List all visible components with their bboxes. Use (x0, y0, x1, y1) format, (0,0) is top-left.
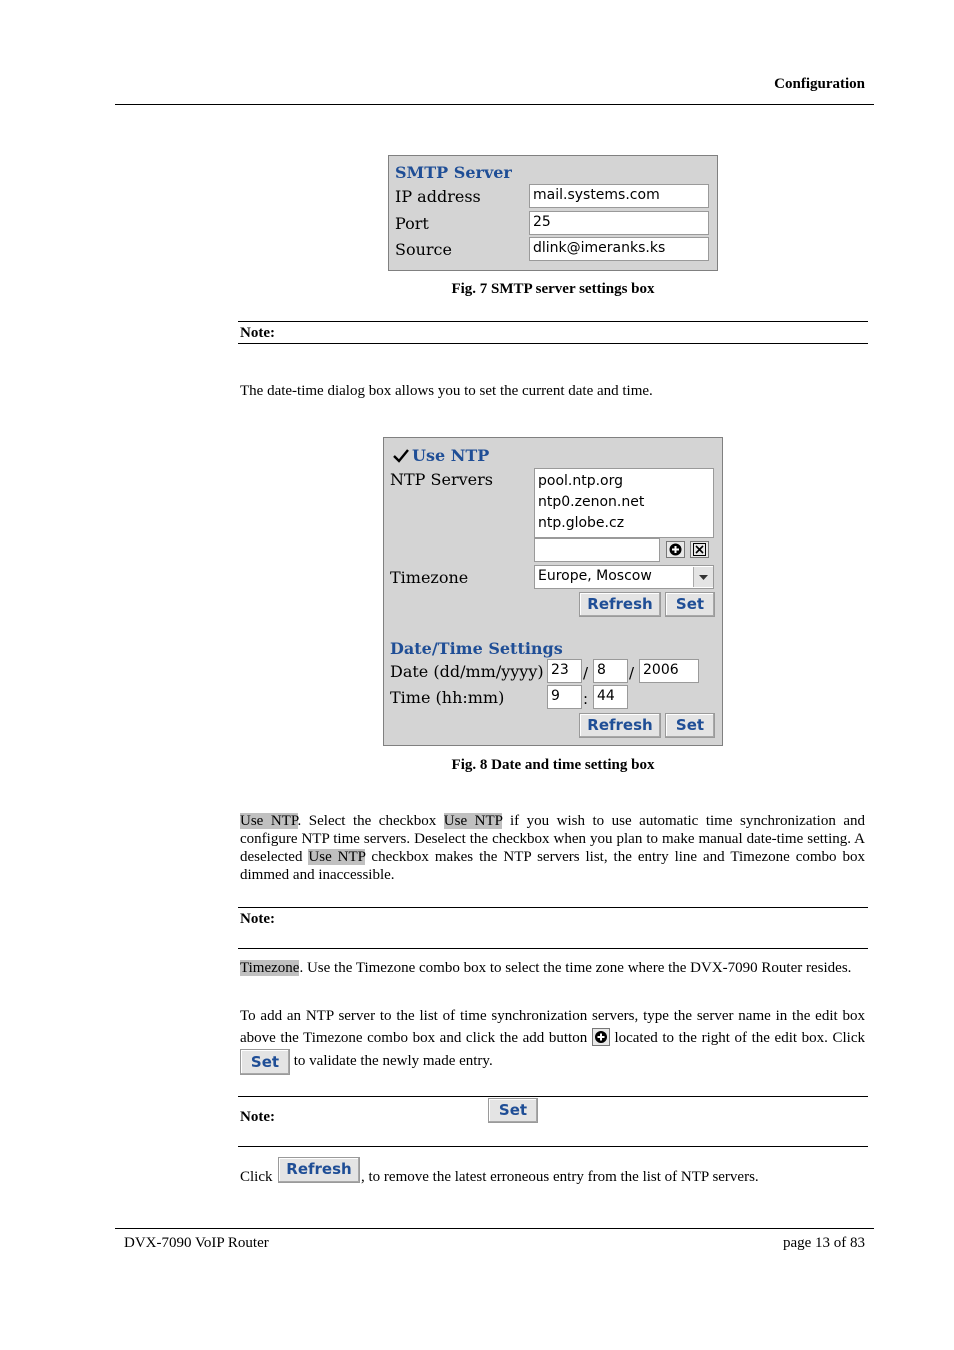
ntp-server-item[interactable]: ntp.globe.cz (538, 515, 625, 531)
footer-rule (115, 1228, 874, 1229)
new-ntp-server-input[interactable] (534, 538, 660, 562)
text-run: checkbox makes the NTP servers list, the entry line and Timezone combo box dimmed and inaccessible. (240, 849, 866, 883)
inline-refresh-button: Refresh (278, 1157, 360, 1183)
time-label: Time (hh:mm) (390, 688, 505, 707)
note1-top-rule (238, 321, 868, 322)
timezone-paragraph (240, 959, 865, 977)
note3-bottom-rule (238, 1146, 868, 1147)
source-label: Source (395, 240, 452, 259)
term-use-ntp: Use NTP (308, 849, 366, 865)
timezone-value: Europe, Moscow (538, 568, 652, 584)
fig8-caption: Fig. 8 Date and time setting box (451, 757, 655, 773)
source-input[interactable]: dlink@imeranks.ks (529, 237, 709, 261)
fig7-caption: Fig. 7 SMTP server settings box (451, 281, 655, 297)
time-separator: : (583, 690, 589, 708)
running-header: Configuration (774, 76, 865, 92)
note3-label: Note: (240, 1109, 275, 1125)
use-ntp-label: Use NTP (412, 446, 490, 465)
use-ntp-checkbox[interactable] (392, 448, 408, 464)
text-run: to validate the newly made entry. (293, 1053, 493, 1069)
port-label: Port (395, 214, 429, 233)
plus-icon (667, 542, 684, 557)
ntp-set-button[interactable]: Set (665, 592, 715, 617)
add-server-paragraph (240, 1005, 865, 1075)
ntp-server-item[interactable]: ntp0.zenon.net (538, 494, 645, 510)
date-separator: / (629, 664, 635, 682)
date-label: Date (dd/mm/yyyy) (390, 662, 544, 681)
ip-address-input[interactable]: mail.systems.com (529, 184, 709, 208)
click-refresh-text: , to remove the latest erroneous entry from the list of NTP servers. (361, 1169, 759, 1185)
plus-icon (592, 1028, 610, 1046)
smtp-server-box (388, 155, 718, 271)
time-minute-input[interactable]: 44 (593, 685, 628, 709)
term-timezone: Timezone (240, 960, 300, 976)
datetime-set-button[interactable]: Set (665, 713, 715, 738)
term-use-ntp: Use NTP (240, 813, 298, 829)
delete-server-button[interactable] (690, 541, 709, 558)
timezone-label: Timezone (390, 568, 469, 587)
note1-label: Note: (240, 325, 275, 341)
date-year-input[interactable]: 2006 (639, 659, 699, 683)
text-run: To add an NTP server to the list of time synchronization servers, type the server name in the edit box above the Timezone combo box and click the add button (240, 1008, 865, 1046)
footer-page-number: page 13 of 83 (782, 1235, 865, 1251)
text-run: located to the right of the edit box. Click (614, 1030, 865, 1046)
datetime-refresh-button[interactable]: Refresh (579, 713, 661, 738)
note2-top-rule (238, 907, 868, 908)
ntp-refresh-button[interactable]: Refresh (579, 592, 661, 617)
close-icon (691, 542, 708, 557)
ntp-servers-label: NTP Servers (390, 470, 493, 489)
ntp-server-item[interactable]: pool.ntp.org (538, 473, 624, 489)
date-separator: / (583, 664, 589, 682)
add-server-button[interactable] (666, 541, 685, 558)
note2-label: Note: (240, 911, 275, 927)
inline-set-button: Set (240, 1049, 290, 1075)
ntp-servers-list[interactable] (534, 468, 714, 538)
click-label: Click (240, 1169, 273, 1185)
checkmark-icon (392, 448, 410, 464)
header-rule (115, 104, 874, 105)
ip-address-label: IP address (395, 187, 481, 206)
date-month-input[interactable]: 8 (593, 659, 628, 683)
intro-paragraph: The date-time dialog box allows you to set the current date and time. (240, 383, 653, 399)
note2-bottom-rule (238, 948, 868, 949)
note1-bottom-rule (238, 343, 868, 344)
smtp-title: SMTP Server (395, 163, 512, 182)
text-run: if you wish to use automatic time synchronization and configure NTP time servers. Deselect the checkbox when you plan to make manual date-time setting. A deselected (240, 813, 865, 865)
timezone-select[interactable] (534, 565, 714, 589)
text-run: . Select the checkbox (297, 813, 444, 829)
note3-set-button: Set (488, 1098, 538, 1123)
footer-product: DVX-7090 VoIP Router (124, 1235, 269, 1251)
date-time-settings-title: Date/Time Settings (390, 639, 563, 658)
date-day-input[interactable]: 23 (547, 659, 582, 683)
use-ntp-paragraph (240, 812, 865, 884)
port-input[interactable]: 25 (529, 211, 709, 235)
text-run: . Use the Timezone combo box to select the time zone where the DVX-7090 Router resides. (299, 960, 852, 976)
note3-top-rule (238, 1096, 868, 1097)
time-hour-input[interactable]: 9 (547, 685, 582, 709)
chevron-down-icon[interactable] (693, 567, 713, 587)
date-time-box (383, 437, 723, 746)
term-use-ntp: Use NTP (443, 813, 503, 829)
